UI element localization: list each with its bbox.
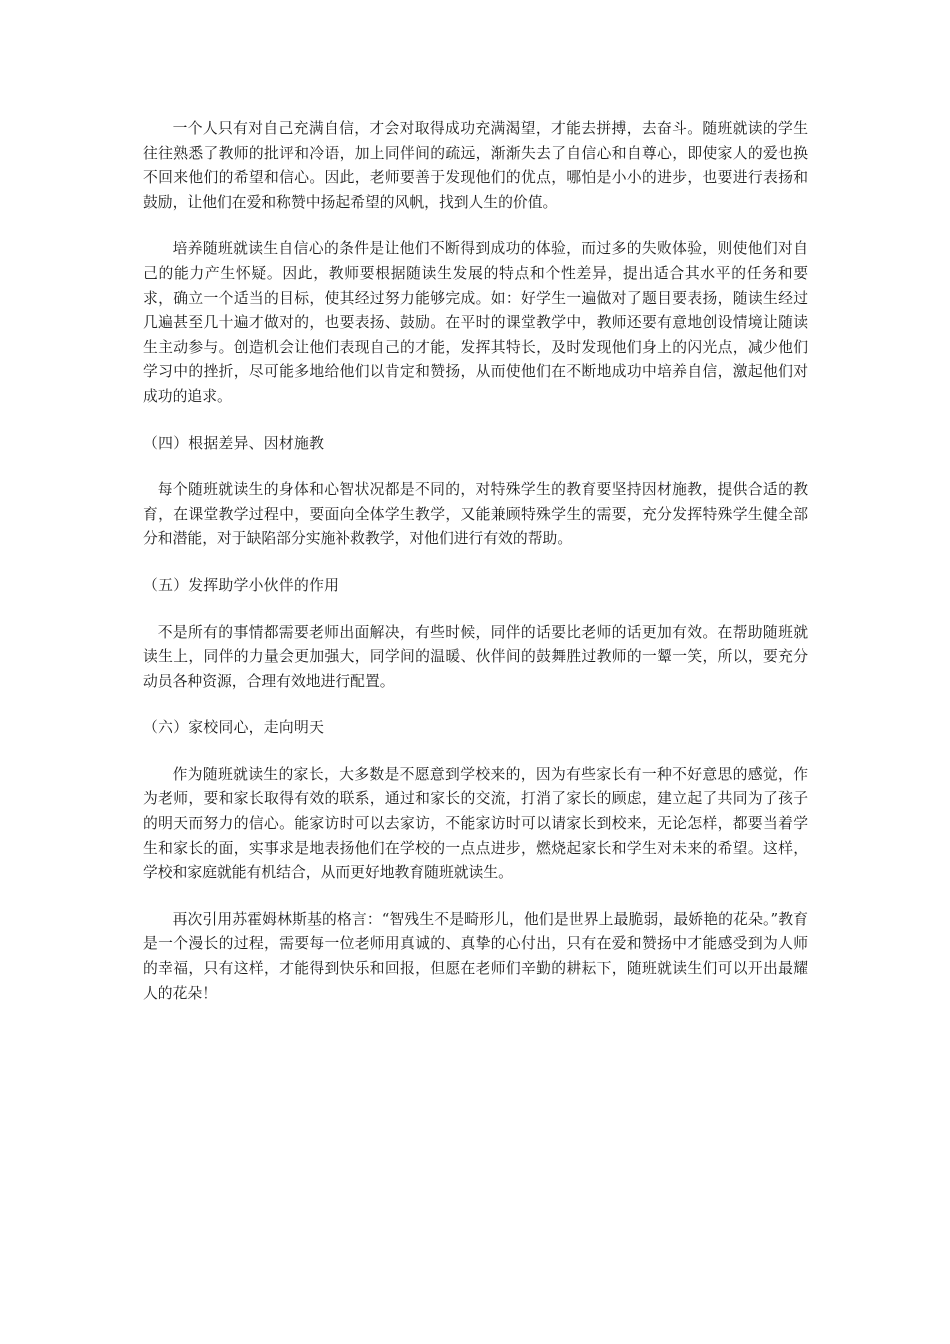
paragraph-peer-support: 不是所有的事情都需要老师出面解决，有些时候，同伴的话要比老师的话更加有效。在帮助随班就读生上，同伴的力量会更加强大，同学间的温暖、伙伴间的鼓舞胜过教师的一颦一笑，所以，要充分动员各种资源，合理有效地进行配置。 xyxy=(143,623,808,690)
paragraph-home-school: 作为随班就读生的家长，大多数是不愿意到学校来的，因为有些家长有一种不好意思的感觉，作为老师，要和家长取得有效的联系，通过和家长的交流，打消了家长的顾虑，建立起了共同为了孩子的明天而努力的信心。能家访时可以去家访，不能家访时可以请家长到校来，无论怎样，都要当着学生和家长的面，实事求是地表扬他们在学校的一点点进步，燃烧起家长和学生对未来的希望。这样，学校和家庭就能有机结合，从而更好地教育随班就读生。 xyxy=(143,765,808,882)
paragraph-differentiated-teaching: 每个随班就读生的身体和心智状况都是不同的，对特殊学生的教育要坚持因材施教，提供合适的教育，在课堂教学过程中，要面向全体学生教学，又能兼顾特殊学生的需要，充分发挥特殊学生健全部分和潜能，对于缺陷部分实施补救教学，对他们进行有效的帮助。 xyxy=(143,481,808,548)
paragraph-confidence: 一个人只有对自己充满自信，才会对取得成功充满渴望，才能去拼搏，去奋斗。随班就读的学生往往熟悉了教师的批评和冷语，加上同伴间的疏远，渐渐失去了自信心和自尊心，即使家人的爱也换不回来他们的希望和信心。因此，老师要善于发现他们的优点，哪怕是小小的进步，也要进行表扬和鼓励，让他们在爱和称赞中扬起希望的风帆，找到人生的价值。 xyxy=(143,120,808,211)
paragraph-success-experience: 培养随班就读生自信心的条件是让他们不断得到成功的体验，而过多的失败体验，则使他们对自己的能力产生怀疑。因此，教师要根据随读生发展的特点和个性差异，提出适合其水平的任务和要求，确立一个适当的目标，使其经过努力能够完成。如：好学生一遍做对了题目要表扬，随读生经过几遍甚至几十遍才做对的，也要表扬、鼓励。在平时的课堂教学中，教师还要有意地创设情境让随读生主动参与。创造机会让他们表现自己的才能，发挥其特长，及时发现他们身上的闪光点，减少他们学习中的挫折，尽可能多地给他们以肯定和赞扬，从而使他们在不断地成功中培养自信，激起他们对成功的追求。 xyxy=(143,240,808,405)
document-page xyxy=(143,117,808,1028)
section-heading-5: （五）发挥助学小伙伴的作用 xyxy=(143,576,340,594)
section-heading-6: （六）家校同心，走向明天 xyxy=(143,719,325,737)
paragraph-closing-quote: 再次引用苏霍姆林斯基的格言：“智残生不是畸形儿，他们是世界上最脆弱，最娇艳的花朵。”教育是一个漫长的过程，需要每一位老师用真诚的、真挚的心付出，只有在爱和赞扬中才能感受到为人师的幸福，只有这样，才能得到快乐和回报，但愿在老师们辛勤的耕耘下，随班就读生们可以开出最耀人的花朵！ xyxy=(143,910,808,1002)
section-heading-4: （四）根据差异、因材施教 xyxy=(143,434,325,452)
